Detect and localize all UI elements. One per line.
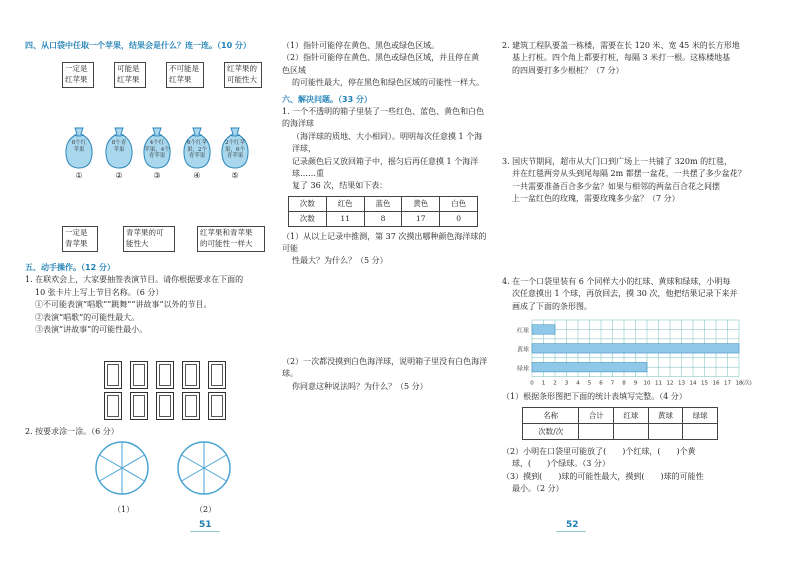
apple-bag[interactable] (104, 126, 134, 180)
q6-1-2-line2: 你同意这种说法吗？为什么？（5 分） (292, 381, 428, 391)
q6-1-2-line1: （2）一次都没摸到白色海洋球，说明箱子里没有白色海洋球。 (282, 357, 488, 379)
ball-count-table (288, 196, 478, 227)
tick-label: 14 (689, 380, 697, 387)
q3-line3: 一共需要准备百合多少盆？如果与相邻的两盆百合花之间摆 (512, 181, 720, 191)
bag-number: ② (115, 171, 123, 180)
bag-number: ⑤ (231, 171, 239, 180)
top-box-1: 一定是 红苹果 (62, 62, 94, 88)
q4-2-3-block (502, 446, 774, 496)
card-9[interactable] (182, 392, 200, 420)
stat-table (522, 407, 718, 440)
card-6[interactable] (104, 392, 122, 420)
tick-label: 15 (701, 380, 708, 387)
bar-1 (532, 344, 739, 353)
stat-header-cell: 绿球 (683, 408, 718, 424)
circle-label-1: （1） (113, 505, 135, 514)
bar-2 (532, 362, 647, 371)
table-header-cell: 蓝色 (364, 196, 402, 211)
top-box-4: 红苹果的 可能性大 (224, 62, 262, 88)
q6-1-line4: 复了 36 次，结果如下表： (292, 181, 388, 191)
page-number-right: 52 (566, 520, 579, 530)
q3-line4: 上一盆红色的玫瑰，需要玫瑰多少盆？（7 分） (512, 194, 680, 204)
q4-2-line2: 球，( )个绿球。（3 分） (512, 459, 610, 469)
bag-number: ④ (193, 171, 201, 180)
tick-label: 13 (678, 380, 685, 387)
q2-line1: 2. 建筑工程队要盖一栋楼，需要在长 120 米、宽 45 米的长方形地 (502, 41, 740, 50)
q4-2-line1: （2）小明在口袋里可能放了( )个红球，( )个黄 (502, 447, 696, 456)
tick-label: 10 (643, 380, 651, 387)
bag-number: ① (75, 171, 83, 180)
q6-1-2-block (282, 356, 492, 393)
q5-heading: 五、动手操作。（12 分） (25, 263, 115, 272)
q4-1-block (502, 391, 774, 403)
stat-header-cell: 黄球 (648, 408, 683, 424)
bottom-box-3: 红苹果和青苹果 的可能性一样大 (197, 226, 265, 252)
card-3[interactable] (156, 361, 174, 389)
card-2[interactable] (130, 361, 148, 389)
tick-label: 0 (530, 380, 534, 387)
table-header-cell: 白色 (440, 196, 478, 211)
q3-line2: 并在红毯两旁从头到尾每隔 2m 都摆一盆花，一共摆了多少盆花？ (512, 169, 746, 179)
apple-bag[interactable] (64, 126, 94, 180)
q6-1-line2: （海洋球的质地、大小相同）。明明每次任意摸 1 个海洋球， (292, 131, 483, 154)
ball-bar-chart (506, 316, 774, 392)
tick-label: 8 (622, 380, 626, 387)
card-5[interactable] (208, 361, 226, 389)
q6-1-line1: 1. 一个不透明的箱子里装了一些红色、蓝色、黄色和白色的海洋球 (282, 106, 485, 129)
table-cell: 0 (440, 211, 478, 226)
page-number-rule-left (190, 531, 220, 532)
q2-line2: 基上打桩。四个角上都要打桩，每隔 3 米打一根。这栋楼地基 (512, 53, 731, 63)
top-box-3: 不可能是 红苹果 (166, 62, 204, 88)
unit-label: (次) (742, 380, 752, 387)
card-4[interactable] (182, 361, 200, 389)
q6-1-1-line1: （1）从以上记录中推测，第 37 次摸出哪种颜色海洋球的可能 (282, 231, 487, 254)
card-10[interactable] (208, 392, 226, 420)
q4-3-line1: （3）摸到( )球的可能性最大，摸到( )球的可能性 (502, 471, 704, 481)
card-7[interactable] (130, 392, 148, 420)
bag-label: 2个红苹 果，6个 青苹果 (225, 140, 245, 160)
table-cell: 次数 (289, 211, 327, 226)
tick-label: 2 (553, 380, 557, 387)
q4-line3: 画成了下面的条形图。 (512, 301, 592, 311)
bottom-box-2: 青苹果的可 能性大 (123, 226, 175, 252)
stat-cell-input[interactable] (579, 424, 614, 440)
q6-1-1-line2: 性最大？为什么？（5 分） (292, 256, 388, 266)
tick-label: 4 (576, 380, 580, 387)
card-8[interactable] (156, 392, 174, 420)
q5-opt-3: ③表演“讲故事”的可能性最小。 (35, 324, 148, 334)
tick-label: 7 (610, 380, 615, 387)
bag-label: 6个红苹 果，2个 青苹果 (187, 140, 207, 160)
q5-opt-1: ①不可能表演“唱歌”“跳舞”“讲故事”以外的节目。 (35, 300, 212, 310)
q4-line1: 4. 在一个口袋里装有 6 个同样大小的红球、黄球和绿球，小明每 (502, 277, 731, 286)
bag-label: 8个青 苹果 (111, 140, 127, 153)
tick-label: 18 (735, 380, 743, 387)
page-number-rule-right (556, 531, 586, 532)
bag-number: ③ (153, 171, 161, 180)
table-cell: 17 (402, 211, 440, 226)
left-column (25, 40, 265, 52)
table-cell: 11 (326, 211, 364, 226)
q6-1-line3: 记录颜色后又放回箱子中，摇匀后再任意摸 1 个海洋球……重 (292, 156, 479, 178)
apple-bag[interactable] (182, 126, 212, 180)
q5-item1-line1: 1. 在联欢会上，大家要抽签表演节目。请你根据要求在下面的 (25, 275, 244, 285)
apple-bag[interactable] (220, 126, 250, 180)
top-box-2: 可能是 红苹果 (114, 62, 146, 88)
q4-heading: 四、从口袋中任取一个苹果，结果会是什么？连一连。（10 分） (25, 41, 251, 50)
q4-1-line: （1）根据条形图把下面的统计表填写完整。（4 分） (502, 392, 687, 401)
stat-cell-input[interactable] (648, 424, 683, 440)
page-number-left: 51 (199, 520, 212, 530)
bottom-box-1: 一定是 青苹果 (62, 226, 98, 252)
bag-label: 4个红 苹果，4个 青苹果 (144, 140, 170, 160)
table-header-cell: 黄色 (402, 196, 440, 211)
stat-header-cell: 红球 (614, 408, 649, 424)
mid-top-1: （1）指针可能停在黄色、黑色或绿色区域。 (282, 41, 440, 50)
tick-label: 17 (724, 380, 731, 387)
mid-top-3: 的可能性最大，停在黑色和绿色区域的可能性一样大。 (292, 78, 484, 88)
tick-label: 16 (712, 380, 720, 387)
stat-header-cell: 合计 (579, 408, 614, 424)
table-header-cell: 次数 (289, 196, 327, 211)
stat-cell: 次数/次 (523, 424, 579, 440)
q4-line2: 次任意摸出 1 个球，再放回去，摸 30 次，他把结果记录下来并 (512, 289, 738, 299)
tick-label: 6 (599, 380, 603, 387)
tick-label: 3 (564, 380, 569, 387)
q6-heading: 六、解决问题。（33 分） (282, 94, 372, 104)
q2-line3: 的四周要打多少根桩？（7 分） (512, 65, 624, 75)
stat-header-cell: 名称 (523, 408, 579, 424)
circle-label-2: （2） (195, 505, 217, 514)
tick-label: 5 (587, 380, 592, 387)
tick-label: 9 (633, 380, 638, 387)
mid-top-2: （2）指针可能停在黄色、黑色或绿色区域，并且停在黄色区域 (282, 53, 480, 75)
card-1[interactable] (104, 361, 122, 389)
q3-line1: 3. 国庆节期间，超市从大门口到广场上一共铺了 320m 的红毯， (502, 157, 733, 166)
table-header-cell: 红色 (326, 196, 364, 211)
q5-opt-2: ②表演“唱歌”的可能性最大。 (35, 312, 140, 322)
q4-3-line2: 最小。（2 分） (512, 484, 564, 494)
stat-cell-input[interactable] (614, 424, 649, 440)
q5-item1-line2: 10 张卡片上写上节目名称。（6 分） (35, 287, 164, 297)
right-column (502, 40, 774, 77)
table-cell: 8 (364, 211, 402, 226)
q3-block (502, 156, 774, 206)
q4-block (502, 276, 774, 313)
tick-label: 12 (666, 380, 674, 387)
q5-item2: 2. 按要求涂一涂。（6 分） (25, 427, 119, 436)
tick-label: 1 (541, 380, 546, 387)
q5-block (25, 262, 270, 336)
tick-label: 11 (655, 380, 662, 387)
category-label: 黄球 (516, 346, 529, 354)
spinner-circle-2[interactable] (176, 440, 232, 496)
bar-0 (532, 325, 555, 334)
stat-cell-input[interactable] (683, 424, 718, 440)
bag-label: 8个红 苹果 (71, 140, 87, 153)
category-label: 红球 (516, 327, 529, 335)
category-label: 绿球 (516, 365, 529, 373)
middle-column (282, 40, 487, 268)
spinner-circle-1[interactable] (94, 440, 150, 496)
apple-bag[interactable] (142, 126, 172, 180)
